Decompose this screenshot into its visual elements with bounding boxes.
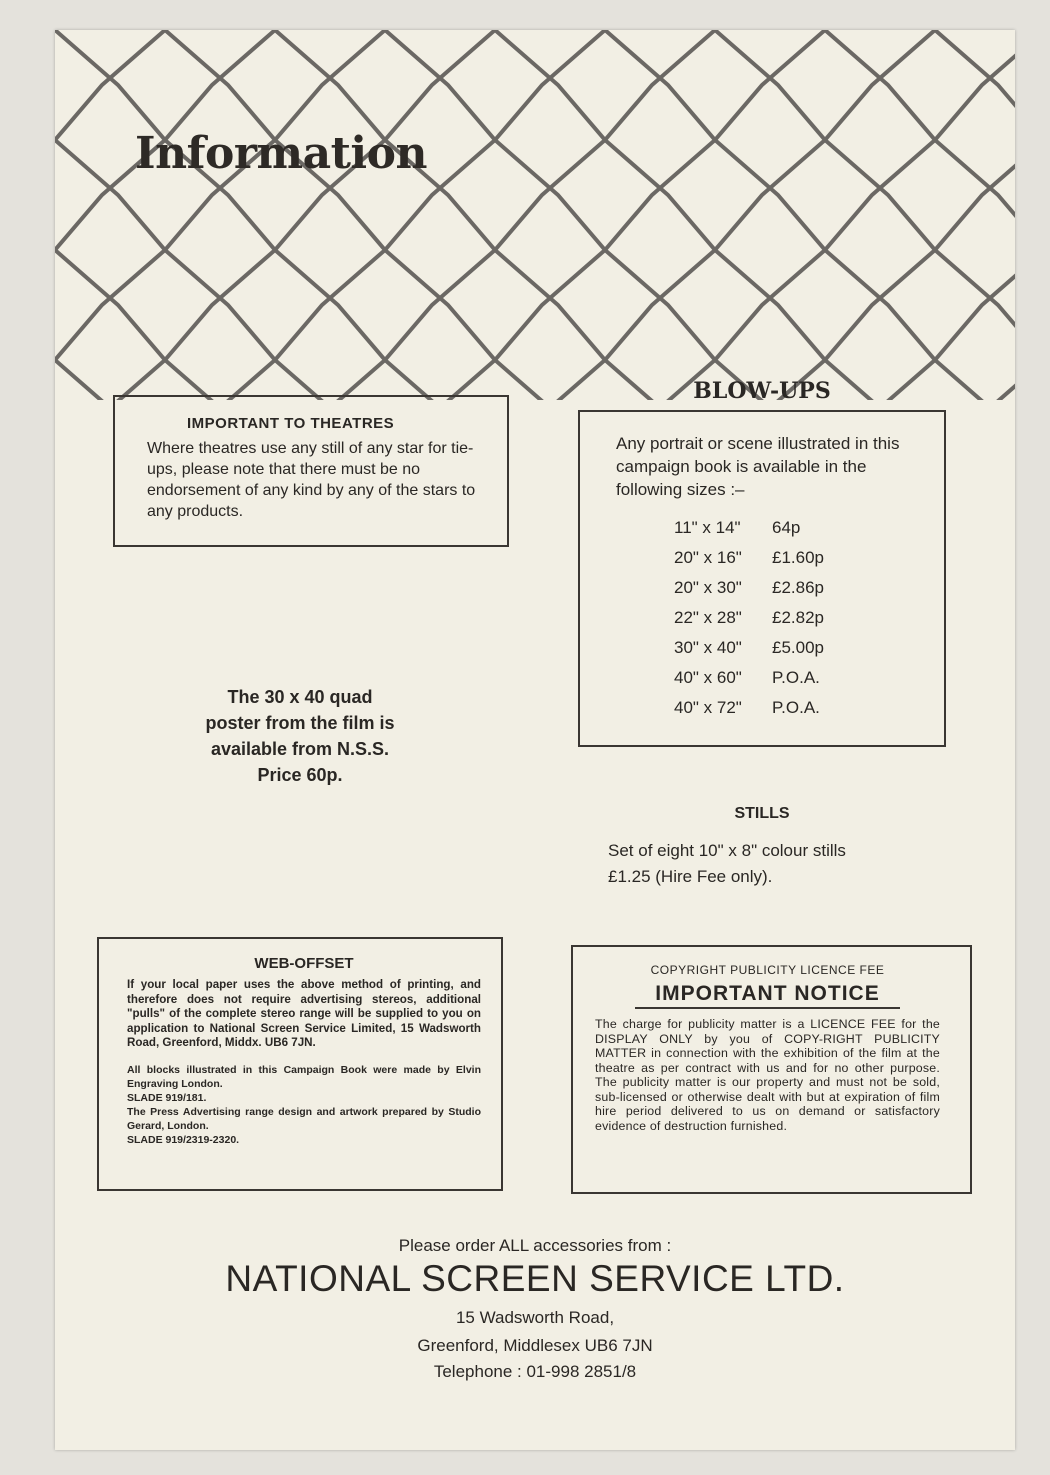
stills-heading: STILLS [734,805,790,822]
quad-line: Price 60p. [257,765,343,785]
box-body: Where theatres use any still of any star for tie-ups, please note that there must be no endorsement of any kind by any of the stars to any products. [147,440,476,520]
stills-text [608,838,846,890]
important-to-theatres-box [113,395,509,547]
size-row [674,693,934,723]
box-heading: WEB-OFFSET [254,955,354,972]
fence-wire [55,30,165,400]
notice-heading: IMPORTANT NOTICE [635,981,900,1009]
size: 20" x 30" [674,578,742,597]
box-body: If your local paper uses the above method of printing, and therefore does not require advertising stereos, additional "pulls" of the complete stereo range will be supplied to you on application to National Screen Service Limited, 15 Wadsworth Road, Greenford, Middx. UB6 7JN. [127,978,481,1049]
telephone: Telephone : 01-998 2851/8 [433,1362,637,1381]
fence-wire [55,30,275,400]
blowups-intro: Any portrait or scene illustrated in this campaign book is available in the following sizes :– [616,434,900,499]
size: 20" x 16" [674,548,742,567]
credit-line: SLADE 919/181. [127,1091,207,1104]
blowups-box [578,410,946,747]
price: P.O.A. [772,668,820,687]
credits [127,1063,481,1147]
price: £5.00p [772,638,824,657]
quad-line: available from N.S.S. [210,739,390,759]
fence-wire [55,30,385,400]
fence-wire [55,30,385,400]
size-row [674,663,934,693]
size: 11" x 14" [674,518,741,537]
quad-poster-text [165,684,435,788]
size-row [674,513,934,543]
price: 64p [772,518,801,537]
order-line: Please order ALL accessories from : [398,1236,672,1255]
price: £2.86p [772,578,824,597]
page-title: Information [135,128,427,179]
stills-line: Set of eight 10" x 8" colour stills [608,841,846,860]
stills-line: £1.25 (Hire Fee only). [608,867,773,886]
credit-line: SLADE 919/2319-2320. [127,1133,240,1146]
size-row [674,543,934,573]
important-notice-box [571,945,972,1194]
size-row [674,633,934,663]
price: £2.82p [772,608,824,627]
credit-line: The Press Advertising range design and artwork prepared by Studio Gerard, London. [127,1105,481,1132]
price: £1.60p [772,548,824,567]
size: 40" x 72" [674,698,742,717]
company-name: NATIONAL SCREEN SERVICE LTD. [225,1258,845,1299]
blowups-heading: BLOW-UPS [693,378,831,404]
price: P.O.A. [772,698,820,717]
credit-line: All blocks illustrated in this Campaign Book were made by Elvin Engraving London. [127,1063,481,1090]
size: 30" x 40" [674,638,742,657]
size: 40" x 60" [674,668,742,687]
size-price-list [616,513,934,723]
size: 22" x 28" [674,608,742,627]
notice-body: The charge for publicity matter is a LICENCE FEE for the DISPLAY ONLY by you of COPY-RIGHT PUBLICITY MATTER in connection with the exhibition of the film at the theatre as per contract with us and for no other purpose. The publicity matter is our property and must not be sold, sub-licensed or otherwise dealt with but at expiration of film hire period delivered to us on demand or satisfactory evidence of destruction furnished. [595,1017,940,1133]
fence-wire [55,30,165,400]
size-row [674,603,934,633]
address-line-1: 15 Wadsworth Road, [455,1308,615,1327]
size-row [674,573,934,603]
chain-link-fence-image [55,30,1015,400]
quad-line: The 30 x 40 quad [227,687,373,707]
fence-wire [55,30,275,400]
box-heading: IMPORTANT TO THEATRES [187,415,395,432]
notice-subheading: COPYRIGHT PUBLICITY LICENCE FEE [650,963,885,977]
quad-line: poster from the film is [205,713,395,733]
address-line-2: Greenford, Middlesex UB6 7JN [417,1336,653,1355]
web-offset-box [97,937,503,1191]
